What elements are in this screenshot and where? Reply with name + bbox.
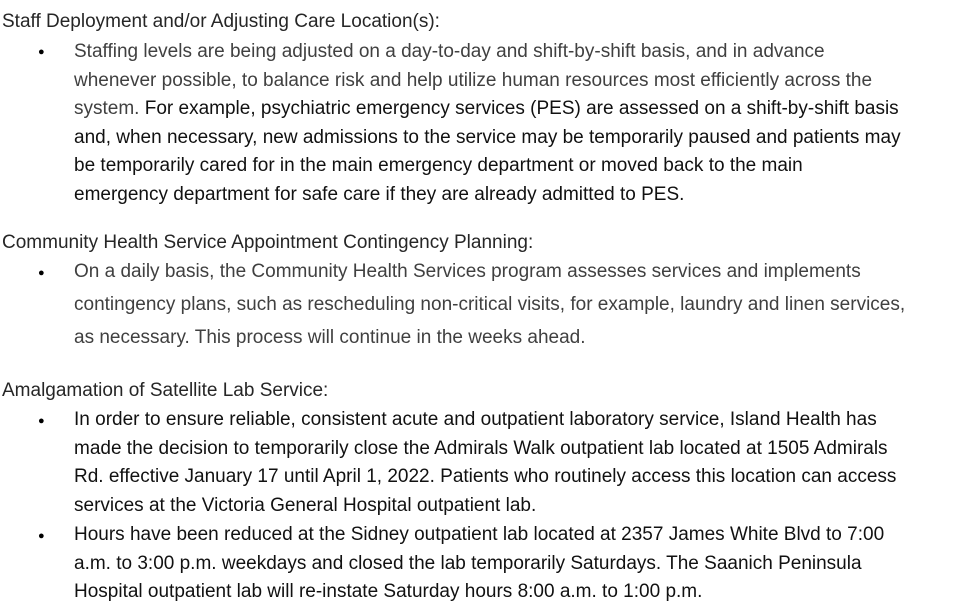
text-line [74, 95, 958, 124]
text-line: Staffing levels are being adjusted on a day-to-day and shift-by-shift basis, and in advance [74, 41, 825, 62]
bullet-text-sidney-lab [74, 521, 958, 607]
text-line: a.m. to 3:00 p.m. weekdays and closed the lab temporarily Saturdays. The Saanich Peninsula [74, 552, 862, 574]
bullet-text-admirals-walk [74, 406, 958, 520]
text-line: Hours have been reduced at the Sidney outpatient lab located at 2357 James White Blvd to 7:00 [74, 524, 885, 545]
section-heading-staff-deployment: Staff Deployment and/or Adjusting Care Location(s): [2, 11, 440, 32]
text-line: In order to ensure reliable, consistent acute and outpatient laboratory service, Island Health has [74, 409, 877, 430]
text-line: whenever possible, to balance risk and help utilize human resources most efficiently across the [74, 69, 873, 91]
text-line: services at the Victoria General Hospital outpatient lab. [74, 494, 537, 516]
text-line: and, when necessary, new admissions to the service may be temporarily paused and patients may [74, 126, 901, 148]
section-heading-community-health: Community Health Service Appointment Contingency Planning: [2, 232, 534, 253]
bullet-text-staffing [74, 38, 958, 209]
text-line: Hospital outpatient lab will re-instate Saturday hours 8:00 a.m. to 1:00 p.m. [74, 581, 703, 602]
text-line: made the decision to temporarily close the Admirals Walk outpatient lab located at 1505 Admirals [74, 437, 888, 459]
bullet-icon: ● [38, 530, 45, 542]
text-line: Rd. effective January 17 until April 1, 2022. Patients who routinely access this location can access [74, 466, 897, 487]
text-line: On a daily basis, the Community Health Services program assesses services and implements [74, 261, 861, 282]
bullet-icon: ● [38, 415, 45, 427]
text-line: as necessary. This process will continue in the weeks ahead. [74, 327, 586, 348]
text-line: be temporarily cared for in the main emergency department or moved back to the main [74, 155, 803, 176]
section-heading-satellite-lab: Amalgamation of Satellite Lab Service: [2, 380, 329, 401]
bullet-text-community-health [74, 255, 958, 354]
text-line: contingency plans, such as rescheduling non-critical visits, for example, laundry and linen services, [74, 294, 906, 315]
bullet-icon: ● [38, 46, 45, 58]
text-line: emergency department for safe care if they are already admitted to PES. [74, 183, 685, 205]
text-span: For example, psychiatric emergency services (PES) are assessed on a shift-by-shift basis [139, 98, 899, 119]
bullet-icon: ● [38, 267, 45, 279]
text-span: system. [74, 98, 140, 119]
